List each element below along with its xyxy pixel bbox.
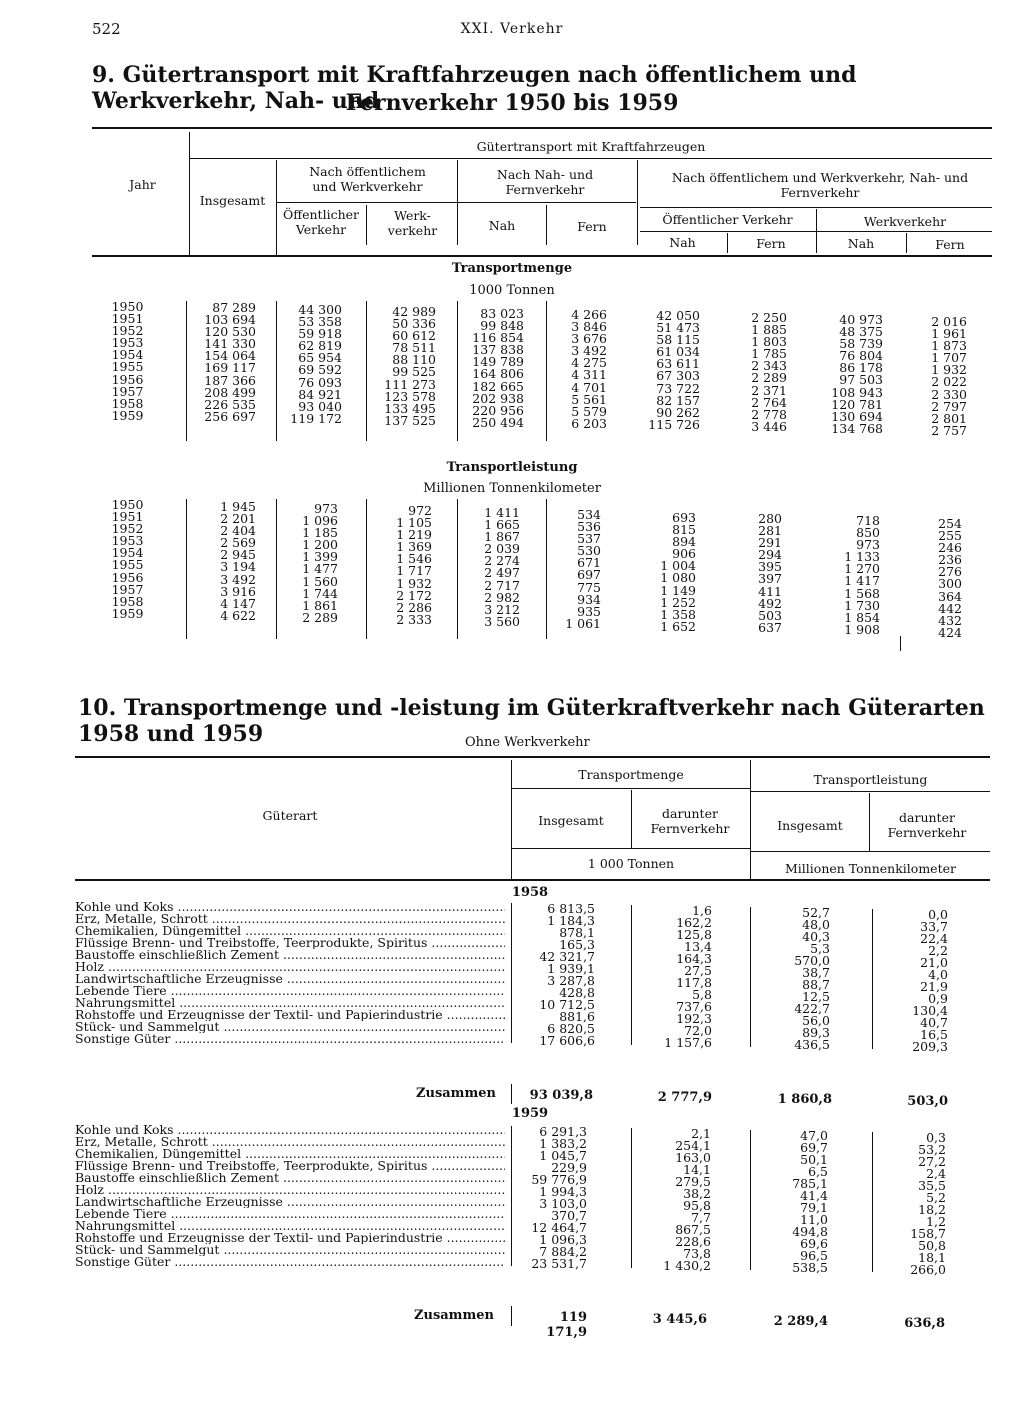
- goods-label: Chemikalien, Düngemittel .....: [75, 925, 505, 937]
- table10-rule: [511, 1306, 512, 1326]
- table10-header-bottom-rule: [75, 879, 990, 881]
- table10-1958-total1: 93 039,8: [529, 1088, 593, 1103]
- table9-rule: [546, 499, 547, 639]
- table9-title-line1: 9. Gütertransport mit Kraftfahrzeugen nach öffentlichem und Werkverkehr, Nah- und: [92, 62, 857, 114]
- table9-rule: [906, 233, 907, 253]
- table10-1959-total2: 3 445,6: [652, 1312, 707, 1327]
- table9-section2-unit: Millionen Tonnenkilometer: [423, 481, 601, 496]
- table10-header-gueterart: Güterart: [262, 808, 318, 823]
- goods-label: Landwirtschaftliche Erzeugnisse .....: [75, 1196, 505, 1208]
- table9-header-top: Gütertransport mit Kraftfahrzeugen: [476, 139, 706, 154]
- table10-year-1958: 1958: [511, 885, 549, 900]
- table9-s1-fern: 4 266 3 846 3 676 3 492 4 275 4 311 4 701 5 561 5 579 6 203: [571, 307, 607, 431]
- goods-label: Stück- und Sammelgut .....: [75, 1244, 505, 1256]
- table10-1959-insgesamt2: 47,0 69,7 50,1 6,5 785,1 41,4 79,1 11,0 494,8 69,6 96,5 538,5: [792, 1128, 828, 1275]
- table10-rule: [872, 909, 873, 1049]
- table9-s2-werk-nah: 718 850 973 1 133 1 270 1 417 1 568 1 730 1 854 1 908: [844, 513, 880, 637]
- table9-header-werkverkehr: Werk- verkehr: [387, 208, 438, 238]
- table10-1959-darunter1: 2,1 254,1 163,0 14,1 279,5 38,2 95,8 7,7 867,5 228,6 73,8 1 430,2: [663, 1126, 711, 1273]
- table9-header-jahr: Jahr: [129, 177, 156, 192]
- table10-title: 10. Transportmenge und -leistung im Güterkraftverkehr nach Güterarten 1958 und 1959: [78, 695, 985, 747]
- table9-s1-oeff-nah: 42 050 51 473 58 115 61 034 63 611 67 303 73 722 82 157 90 262 115 726: [648, 308, 700, 432]
- table9-header-fern: Fern: [577, 219, 607, 234]
- table10-rule: [511, 1084, 512, 1104]
- goods-label: Baustoffe einschließlich Zement .....: [75, 949, 505, 961]
- table10-header-unit2: Millionen Tonnenkilometer: [785, 861, 956, 876]
- goods-label: Nahrungsmittel .....: [75, 1220, 505, 1232]
- table9-header-fern2: Fern: [756, 236, 786, 251]
- goods-label: Kohle und Koks .....: [75, 901, 505, 913]
- table9-s2-oeffentlich: 973 1 096 1 185 1 200 1 399 1 477 1 560 1 744 1 861 2 289: [302, 501, 338, 625]
- goods-label: Baustoffe einschließlich Zement .....: [75, 1172, 505, 1184]
- table10-rule: [511, 903, 512, 1043]
- table10-1958-total2: 2 777,9: [657, 1090, 712, 1105]
- table9-s1-oeffentlich: 44 300 53 358 59 918 62 819 65 954 69 592 76 093 84 921 93 040 119 172: [290, 302, 342, 426]
- table10-rule: [631, 905, 632, 1045]
- table10-year-1959: 1959: [511, 1106, 549, 1121]
- table9-rule: [276, 202, 636, 203]
- table9-rule: [366, 205, 367, 245]
- table10-header-insgesamt1: Insgesamt: [538, 813, 604, 828]
- goods-label: Lebende Tiere .....: [75, 1208, 505, 1220]
- table9-rule: [366, 499, 367, 639]
- table9-s1-nah: 83 023 99 848 116 854 137 838 149 789 164 806 182 665 202 938 220 956 250 494: [472, 306, 524, 430]
- table9-s2-years: 1950 1951 1952 1953 1954 1955 1956 1957 1958 1959: [111, 497, 144, 621]
- goods-label: Holz .....: [75, 961, 505, 973]
- table10-header-insgesamt2: Insgesamt: [777, 818, 843, 833]
- table9-rule: [546, 301, 547, 441]
- table9-top-rule: [92, 127, 992, 129]
- table9-s2-nah: 1 411 1 665 1 867 2 039 2 274 2 497 2 717 2 982 3 212 3 560: [484, 505, 520, 629]
- table10-rule: [512, 848, 750, 849]
- goods-label: Nahrungsmittel .....: [75, 997, 505, 1009]
- table10-1959-total1: 119 171,9: [546, 1310, 587, 1340]
- goods-label: Chemikalien, Düngemittel .....: [75, 1148, 505, 1160]
- table9-header-oeff-verkehr: Öffentlicher Verkehr: [282, 207, 360, 237]
- goods-label: Flüssige Brenn- und Treibstoffe, Teerprodukte, Spiritus .....: [75, 1160, 505, 1172]
- table9-section1-title: Transportmenge: [451, 261, 573, 276]
- table10-1958-darunter2: 0,0 33,7 22,4 2,2 21,0 4,0 21,9 0,9 130,4 40,7 16,5 209,3: [912, 907, 948, 1054]
- table9-rule: [276, 301, 277, 441]
- table10-header-leistung: Transportleistung: [813, 772, 928, 787]
- table9-header-fern3: Fern: [935, 237, 965, 252]
- table10-rule: [872, 1132, 873, 1272]
- goods-label: Sonstige Güter .....: [75, 1256, 505, 1268]
- goods-label: Erz, Metalle, Schrott .....: [75, 1136, 505, 1148]
- page-number: 522: [92, 20, 121, 38]
- goods-label: Holz .....: [75, 1184, 505, 1196]
- table9-s2-fern: 534 536 537 530 671 697 775 934 935 1 061: [565, 507, 601, 631]
- goods-label: Kohle und Koks .....: [75, 1124, 505, 1136]
- table9-header-nah3: Nah: [847, 236, 875, 251]
- table10-header-unit1: 1 000 Tonnen: [587, 856, 675, 871]
- table10-rule: [751, 791, 990, 792]
- table10-rule: [631, 790, 632, 848]
- table9-header-nach-both: Nach öffentlichem und Werkverkehr, Nah- und Fernverkehr: [671, 170, 969, 200]
- table10-header-darunter1: darunter Fernverkehr: [650, 806, 730, 836]
- table9-s1-werk-nah: 40 973 48 375 58 739 76 804 86 178 97 503 108 943 120 781 130 694 134 768: [831, 312, 883, 436]
- table10-top-rule: [75, 756, 990, 758]
- table9-s2-oeff-nah: 693 815 894 906 1 004 1 080 1 149 1 252 1 358 1 652: [660, 510, 696, 634]
- goods-label: Stück- und Sammelgut .....: [75, 1021, 505, 1033]
- table9-header-werk2: Werkverkehr: [863, 214, 947, 229]
- table9-header-nah: Nah: [488, 218, 516, 233]
- table9-rule: [816, 209, 817, 253]
- table10-1959-darunter2: 0,3 53,2 27,2 2,4 35,5 5,2 18,2 1,2 158,7 50,8 18,1 266,0: [910, 1130, 946, 1277]
- table9-s2-insgesamt: 1 945 2 201 2 404 2 569 2 945 3 194 3 492 3 916 4 147 4 622: [220, 499, 256, 623]
- table9-rule: [186, 499, 187, 639]
- table10-1959-zusammen: Zusammen: [414, 1308, 494, 1323]
- table10-header-darunter2: darunter Fernverkehr: [887, 810, 967, 840]
- table9-rule: [186, 301, 187, 441]
- table9-s2-werkverkehr: 972 1 105 1 219 1 369 1 546 1 717 1 932 2 172 2 286 2 333: [396, 503, 432, 627]
- goods-label: Rohstoffe und Erzeugnisse der Textil- und Papierindustrie .....: [75, 1232, 505, 1244]
- table9-rule: [637, 160, 638, 245]
- goods-label: Lebende Tiere .....: [75, 985, 505, 997]
- table9-header-oeff2: Öffentlicher Verkehr: [662, 212, 793, 227]
- table9-rule: [546, 205, 547, 245]
- table10-1958-total3: 1 860,8: [777, 1092, 832, 1107]
- goods-label: Erz, Metalle, Schrott .....: [75, 913, 505, 925]
- table9-rule: [900, 636, 901, 651]
- table9-rule: [276, 499, 277, 639]
- table10-1958-zusammen: Zusammen: [416, 1086, 496, 1101]
- table9-rule: [276, 160, 277, 255]
- table10-1958-total4: 503,0: [907, 1094, 948, 1109]
- table10-header-menge: Transportmenge: [578, 767, 684, 782]
- table10-1958-insgesamt1: 6 813,5 1 184,3 878,1 165,3 42 321,7 1 939,1 3 287,8 428,8 10 712,5 881,6 6 820,5 17 606,6: [539, 901, 595, 1048]
- goods-label: Sonstige Güter .....: [75, 1033, 505, 1045]
- table9-header-nah2: Nah: [669, 235, 696, 250]
- table9-rule: [640, 207, 992, 208]
- table10-rule: [750, 907, 751, 1047]
- table10-rule: [751, 851, 990, 852]
- goods-label: Flüssige Brenn- und Treibstoffe, Teerprodukte, Spiritus .....: [75, 937, 505, 949]
- table10-rule: [869, 793, 870, 851]
- table9-header-nach-nah: Nach Nah- und Fernverkehr: [496, 167, 594, 197]
- table9-rule: [190, 158, 992, 159]
- table9-s2-oeff-fern: 280 281 291 294 395 397 411 492 503 637: [758, 511, 782, 635]
- table10-1958-insgesamt2: 52,7 48,0 40,3 5,3 570,0 38,7 88,7 12,5 422,7 56,0 89,3 436,5: [794, 905, 830, 1052]
- table10-1959-goods: [75, 1124, 505, 1268]
- table10-1959-total3: 2 289,4: [773, 1314, 828, 1329]
- table10-1958-darunter1: 1,6 162,2 125,8 13,4 164,3 27,5 117,8 5,8 737,6 192,3 72,0 1 157,6: [664, 903, 712, 1050]
- table10-1958-goods: [75, 901, 505, 1045]
- goods-label: Rohstoffe und Erzeugnisse der Textil- und Papierindustrie .....: [75, 1009, 505, 1021]
- table9-header-insgesamt: Insgesamt: [199, 193, 266, 208]
- table10-rule: [750, 1130, 751, 1270]
- table9-s1-werk-fern: 2 016 1 961 1 873 1 707 1 932 2 022 2 330 2 797 2 801 2 757: [931, 314, 967, 438]
- table9-section2-title: Transportleistung: [446, 460, 578, 475]
- table9-rule: [457, 160, 458, 245]
- table9-s1-werkverkehr: 42 989 50 336 60 612 78 511 88 110 99 525 111 273 123 578 133 495 137 525: [384, 304, 436, 428]
- table9-rule: [366, 301, 367, 441]
- table9-s2-werk-fern: 254 255 246 236 276 300 364 442 432 424: [938, 516, 962, 640]
- table9-header-bottom-rule: [92, 255, 992, 257]
- table9-title-line2: Fernverkehr 1950 bis 1959: [345, 90, 679, 116]
- table10-1959-total4: 636,8: [904, 1316, 945, 1331]
- table9-s1-years: 1950 1951 1952 1953 1954 1955 1956 1957 1958 1959: [111, 299, 144, 423]
- goods-label: Landwirtschaftliche Erzeugnisse .....: [75, 973, 505, 985]
- table10-subtitle: Ohne Werkverkehr: [465, 735, 590, 750]
- table10-rule: [631, 1128, 632, 1268]
- table10-rule: [512, 788, 750, 789]
- table9-s1-oeff-fern: 2 250 1 885 1 803 1 785 2 343 2 289 2 371 2 764 2 778 3 446: [751, 310, 787, 434]
- table10-rule: [511, 1126, 512, 1266]
- table10-1959-insgesamt1: 6 291,3 1 383,2 1 045,7 229,9 59 776,9 1 994,3 3 103,0 370,7 12 464,7 1 096,3 7 884,2 23 531,7: [531, 1124, 587, 1271]
- running-head: XXI. Verkehr: [460, 21, 564, 37]
- table9-header-nach-oeff: Nach öffentlichem und Werkverkehr: [309, 164, 426, 194]
- table9-section1-unit: 1000 Tonnen: [469, 283, 555, 298]
- table9-s1-insgesamt: 87 289 103 694 120 530 141 330 154 064 169 117 187 366 208 499 226 535 256 697: [204, 300, 256, 424]
